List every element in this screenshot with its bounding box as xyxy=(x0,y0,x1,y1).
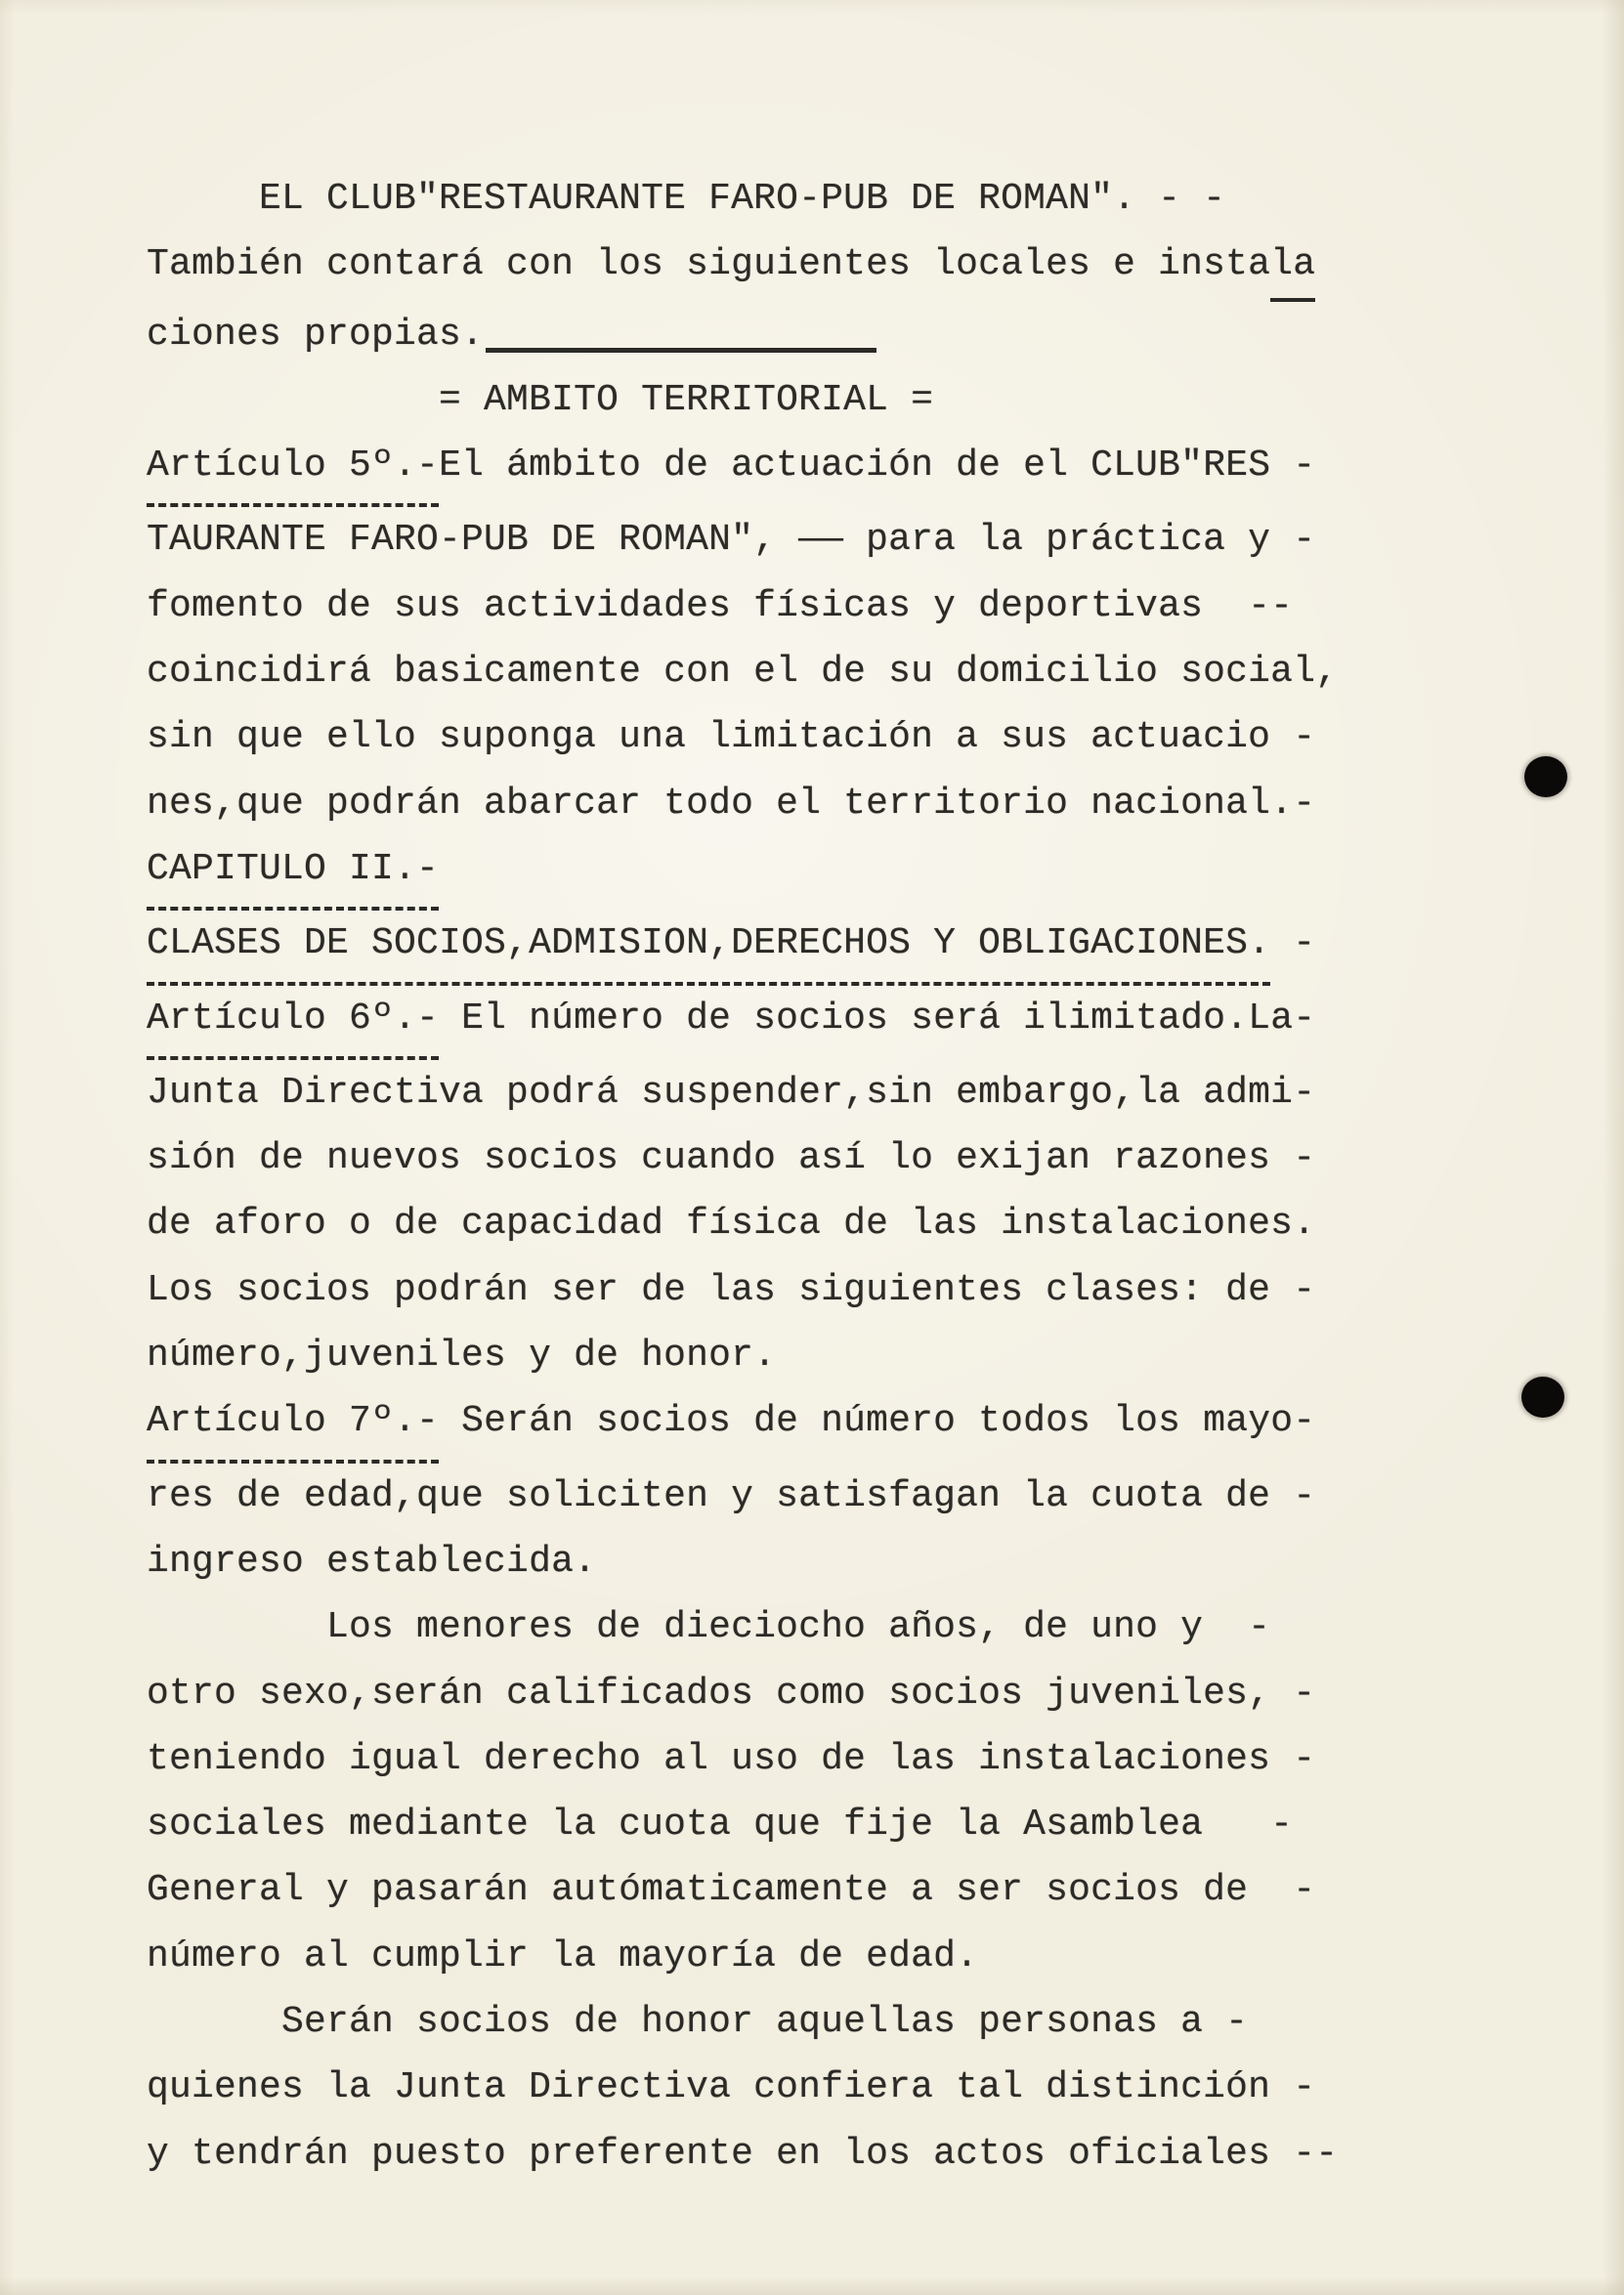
text-line xyxy=(147,1257,1327,1323)
text-line xyxy=(147,302,1327,367)
line-text: Serán socios de número todos los mayo- xyxy=(439,1400,1316,1443)
text-line xyxy=(147,367,1327,433)
hole-punch-dot-bottom xyxy=(1521,1377,1564,1418)
underlined-heading-text: Artículo 7º.- xyxy=(147,1388,439,1463)
line-text: otro sexo,serán calificados como socios juveniles, - xyxy=(147,1672,1316,1715)
underlined-heading-text: Artículo 6º.- xyxy=(147,986,439,1060)
line-text: Serán socios de honor aquellas personas a - xyxy=(147,2001,1249,2044)
line-text: sin que ello suponga una limitación a sus actuacio - xyxy=(147,716,1316,759)
text-line xyxy=(147,1323,1327,1388)
text-line xyxy=(147,232,1327,301)
text-line xyxy=(147,1792,1327,1857)
text-line xyxy=(147,1529,1327,1594)
underlined-heading-text: Artículo 5º.- xyxy=(147,433,439,507)
text-line xyxy=(147,771,1327,836)
text-line xyxy=(147,986,1327,1060)
line-text: El ámbito de actuación de el CLUB"RES - xyxy=(439,445,1316,488)
text-line xyxy=(147,704,1327,770)
text-line xyxy=(147,433,1327,507)
text-line xyxy=(147,166,1327,232)
line-text: También contará con los siguientes locales e insta xyxy=(147,243,1271,286)
line-text: = AMBITO TERRITORIAL = xyxy=(147,378,934,421)
line-text: General y pasarán autómaticamente a ser socios de - xyxy=(147,1869,1316,1912)
text-line xyxy=(147,911,1327,985)
text-line xyxy=(147,836,1327,911)
text-line xyxy=(147,1191,1327,1256)
line-text: TAURANTE FARO-PUB DE ROMAN", —— para la práctica y - xyxy=(147,519,1316,562)
line-text: de aforo o de capacidad física de las instalaciones. xyxy=(147,1203,1316,1246)
line-text: Los menores de dieciocho años, de uno y - xyxy=(147,1606,1271,1649)
text-line xyxy=(147,1060,1327,1126)
line-text: El número de socios será ilimitado.La- xyxy=(439,997,1316,1040)
line-text: res de edad,que soliciten y satisfagan la cuota de - xyxy=(147,1474,1316,1517)
text-line xyxy=(147,1726,1327,1792)
line-text: fomento de sus actividades físicas y deportivas -- xyxy=(147,584,1294,627)
text-line xyxy=(147,1464,1327,1529)
line-text: y tendrán puesto preferente en los actos oficiales -- xyxy=(147,2132,1339,2175)
hole-punch-dot-top xyxy=(1524,756,1567,797)
text-line xyxy=(147,1857,1327,1923)
line-text: Junta Directiva podrá suspender,sin embargo,la admi- xyxy=(147,1071,1316,1114)
line-text: - xyxy=(1270,922,1316,965)
line-text: sociales mediante la cuota que fije la Asamblea - xyxy=(147,1804,1294,1847)
typed-dash-rule xyxy=(486,302,876,353)
line-text: teniendo igual derecho al uso de las instalaciones - xyxy=(147,1737,1316,1780)
line-text: EL CLUB"RESTAURANTE FARO-PUB DE ROMAN". - - xyxy=(147,178,1226,220)
line-text: quienes la Junta Directiva confiera tal distinción - xyxy=(147,2066,1316,2109)
underlined-heading-text: CAPITULO II.- xyxy=(147,836,439,911)
text-line xyxy=(147,1924,1327,1989)
text-line xyxy=(147,574,1327,639)
text-line xyxy=(147,507,1327,573)
line-text: ciones propias. xyxy=(147,313,485,356)
document-text xyxy=(147,166,1339,2187)
line-text: número al cumplir la mayoría de edad. xyxy=(147,1934,979,1977)
text-line xyxy=(147,1989,1327,2055)
text-line xyxy=(147,1388,1327,1463)
line-text: Los socios podrán ser de las siguientes clases: de - xyxy=(147,1268,1316,1311)
line-text: coincidirá basicamente con el de su domicilio social, xyxy=(147,651,1339,694)
underlined-heading-text: CLASES DE SOCIOS,ADMISION,DERECHOS Y OBLIGACIONES. xyxy=(147,911,1270,985)
line-text: sión de nuevos socios cuando así lo exijan razones - xyxy=(147,1137,1316,1180)
underlined-line-end: la xyxy=(1270,232,1315,301)
line-text: nes,que podrán abarcar todo el territorio nacional.- xyxy=(147,782,1316,825)
line-text: ingreso establecida. xyxy=(147,1540,597,1583)
text-line xyxy=(147,1126,1327,1191)
text-line xyxy=(147,1594,1327,1660)
text-line xyxy=(147,2055,1327,2120)
text-line xyxy=(147,1661,1327,1726)
text-line xyxy=(147,2121,1339,2187)
line-text: número,juveniles y de honor. xyxy=(147,1335,777,1378)
text-line xyxy=(147,639,1339,704)
